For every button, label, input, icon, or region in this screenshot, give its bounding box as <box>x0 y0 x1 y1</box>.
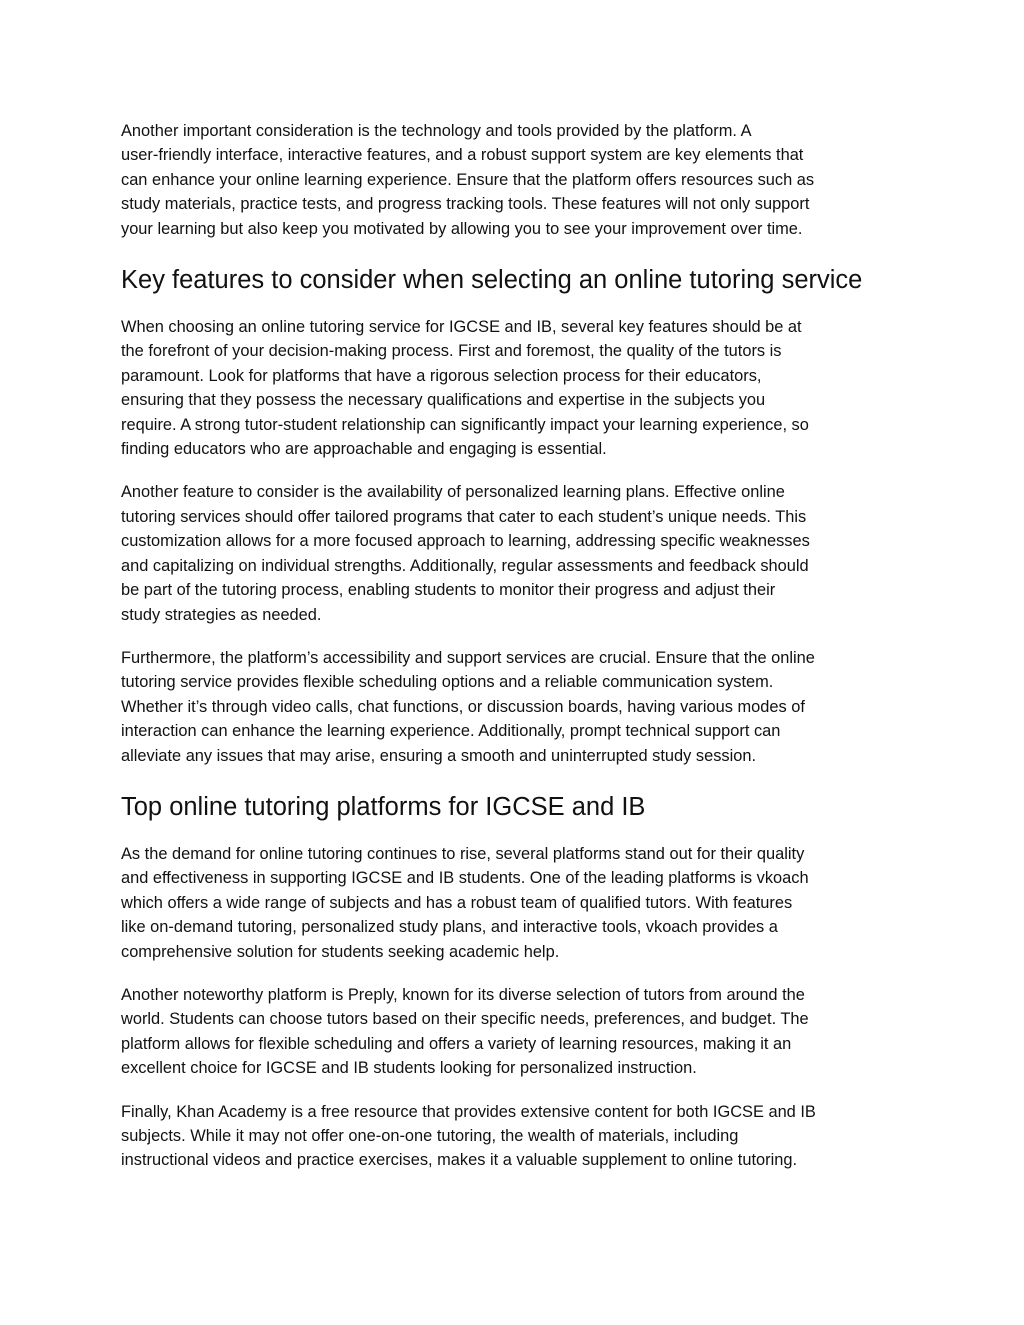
document-page <box>121 119 911 1173</box>
paragraph-preply: Another noteworthy platform is Preply, known for its diverse selection of tutors from around the world. Students can choose tutors based on their specific needs, preferences, and budget. The platform allows for flexible scheduling and offers a variety of learning resources, making it an excellent choice for IGCSE and IB students looking for personalized instruction. <box>121 985 809 1078</box>
paragraph-accessibility-support: Furthermore, the platform’s accessibility and support services are crucial. Ensure that the online tutoring service provides flexible scheduling options and a reliable communication system. Whether it’s through video calls, chat functions, or discussion boards, having various modes of interaction can enhance the learning experience. Additionally, prompt technical support can alleviate any issues that may arise, ensuring a smooth and uninterrupted study session. <box>121 648 815 765</box>
heading-key-features: Key features to consider when selecting an online tutoring service <box>121 266 863 295</box>
paragraph-personalized-plans: Another feature to consider is the availability of personalized learning plans. Effective online tutoring services should offer tailored programs that cater to each student’s unique needs. This customization allows for a more focused approach to learning, addressing specific weaknesses and capitalizing on individual strengths. Additionally, regular assessments and feedback should be part of the tutoring process, enabling students to monitor their progress and adjust their study strategies as needed. <box>121 483 810 624</box>
heading-top-platforms: Top online tutoring platforms for IGCSE and IB <box>121 792 646 821</box>
paragraph-choosing-service: When choosing an online tutoring service for IGCSE and IB, several key features should be at the forefront of your decision-making process. First and foremost, the quality of the tutors is paramount. Look for platforms that have a rigorous selection process for their educators, ensuring that they possess the necessary qualifications and expertise in the subjects you require. A strong tutor-student relationship can significantly impact your learning experience, so finding educators who are approachable and engaging is essential. <box>121 318 809 459</box>
paragraph-vkoach: As the demand for online tutoring continues to rise, several platforms stand out for their quality and effectiveness in supporting IGCSE and IB students. One of the leading platforms is vkoach which offers a wide range of subjects and has a robust team of qualified tutors. With features like on-demand tutoring, personalized study plans, and interactive tools, vkoach provides a comprehensive solution for students seeking academic help. <box>121 844 809 961</box>
paragraph-khan-academy: Finally, Khan Academy is a free resource that provides extensive content for both IGCSE and IB subjects. While it may not offer one-on-one tutoring, the wealth of materials, including instructional videos and practice exercises, makes it a valuable supplement to online tutoring. <box>121 1102 816 1170</box>
paragraph-technology-tools: Another important consideration is the technology and tools provided by the platform. A user-friendly interface, interactive features, and a robust support system are key elements that can enhance your online learning experience. Ensure that the platform offers resources such as study materials, practice tests, and progress tracking tools. These features will not only support your learning but also keep you motivated by allowing you to see your improvement over time. <box>121 122 815 238</box>
